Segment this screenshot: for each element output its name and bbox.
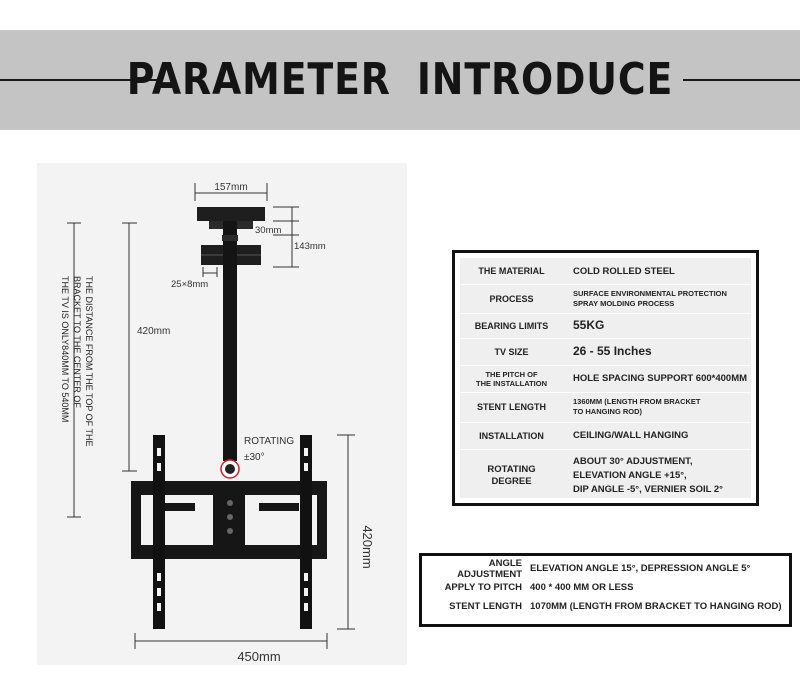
dim-top-width: 157mm [214, 182, 248, 193]
distance-note [48, 276, 98, 447]
page-title: PARAMETER INTRODUCE [126, 54, 674, 105]
spec-key: TV SIZE [494, 346, 529, 357]
spec-value: ABOUT 30° ADJUSTMENT, ELEVATION ANGLE +15°, DIP ANGLE -5°, VERNIER SOIL 2° [573, 455, 723, 495]
spec-row [460, 449, 751, 502]
spec-value: 26 - 55 Inches [573, 344, 652, 358]
note-line-2: BRACKET TO THE CENTER OF [72, 276, 82, 408]
spec-key: THE MATERIAL [478, 266, 545, 276]
spec-key: THE PITCH OF THE INSTALLATION [476, 369, 547, 388]
spec-row [460, 392, 751, 423]
header-banner [0, 30, 800, 130]
spec-row [460, 258, 751, 285]
note-line-1: THE DISTANCE FROM THE TOP OF THE [84, 276, 94, 447]
spec-row [460, 313, 751, 339]
adjust-row [422, 578, 789, 597]
note-line-3: THE TV IS ONLY840MM TO 540MM [60, 276, 70, 423]
spec-row [460, 365, 751, 393]
rotating-label: ROTATING [244, 436, 295, 447]
spec-key: STENT LENGTH [477, 402, 546, 412]
spec-row [460, 338, 751, 366]
adjust-row [422, 597, 789, 616]
adjust-table [419, 553, 792, 627]
ceiling-plate [197, 207, 265, 221]
spec-key: INSTALLATION [479, 430, 544, 441]
spec-key: ROTATING DEGREE [487, 463, 536, 487]
spec-value: 55KG [573, 318, 605, 332]
dim-bracket-height: 420mm [360, 525, 375, 569]
dim-bracket-width: 450mm [237, 649, 281, 664]
adjust-key: STENT LENGTH [449, 601, 522, 612]
adjust-value: 1070MM (LENGTH FROM BRACKET TO HANGING ROD) [530, 601, 782, 612]
adjust-key: ANGLE ADJUSTMENT [457, 557, 522, 580]
spec-key: PROCESS [489, 293, 534, 304]
spec-key: BEARING LIMITS [474, 320, 549, 331]
adjust-row [422, 559, 789, 578]
spec-table [452, 250, 759, 506]
dim-rod-offset: 143mm [294, 241, 326, 252]
hanging-rod [223, 221, 237, 461]
adjust-value: 400 * 400 MM OR LESS [530, 582, 634, 593]
adjust-value: ELEVATION ANGLE 15°, DEPRESSION ANGLE 5° [530, 563, 751, 574]
spec-value: CEILING/WALL HANGING [573, 430, 689, 441]
spec-row [460, 422, 751, 450]
spec-value: COLD ROLLED STEEL [573, 265, 675, 277]
spec-value: 1360MM (LENGTH FROM BRACKET TO HANGING ROD) [573, 397, 701, 416]
rotating-angle: ±30° [244, 452, 265, 463]
dim-rod-length: 420mm [137, 326, 171, 337]
dim-slot: 25×8mm [171, 279, 209, 290]
spec-value: SURFACE ENVIRONMENTAL PROTECTION SPRAY MOLDING PROCESS [573, 288, 727, 308]
spec-value: HOLE SPACING SUPPORT 600*400MM [573, 373, 748, 384]
spec-row [460, 284, 751, 314]
adjust-key: APPLY TO PITCH [444, 582, 522, 593]
dim-plate-height: 30mm [255, 225, 282, 236]
